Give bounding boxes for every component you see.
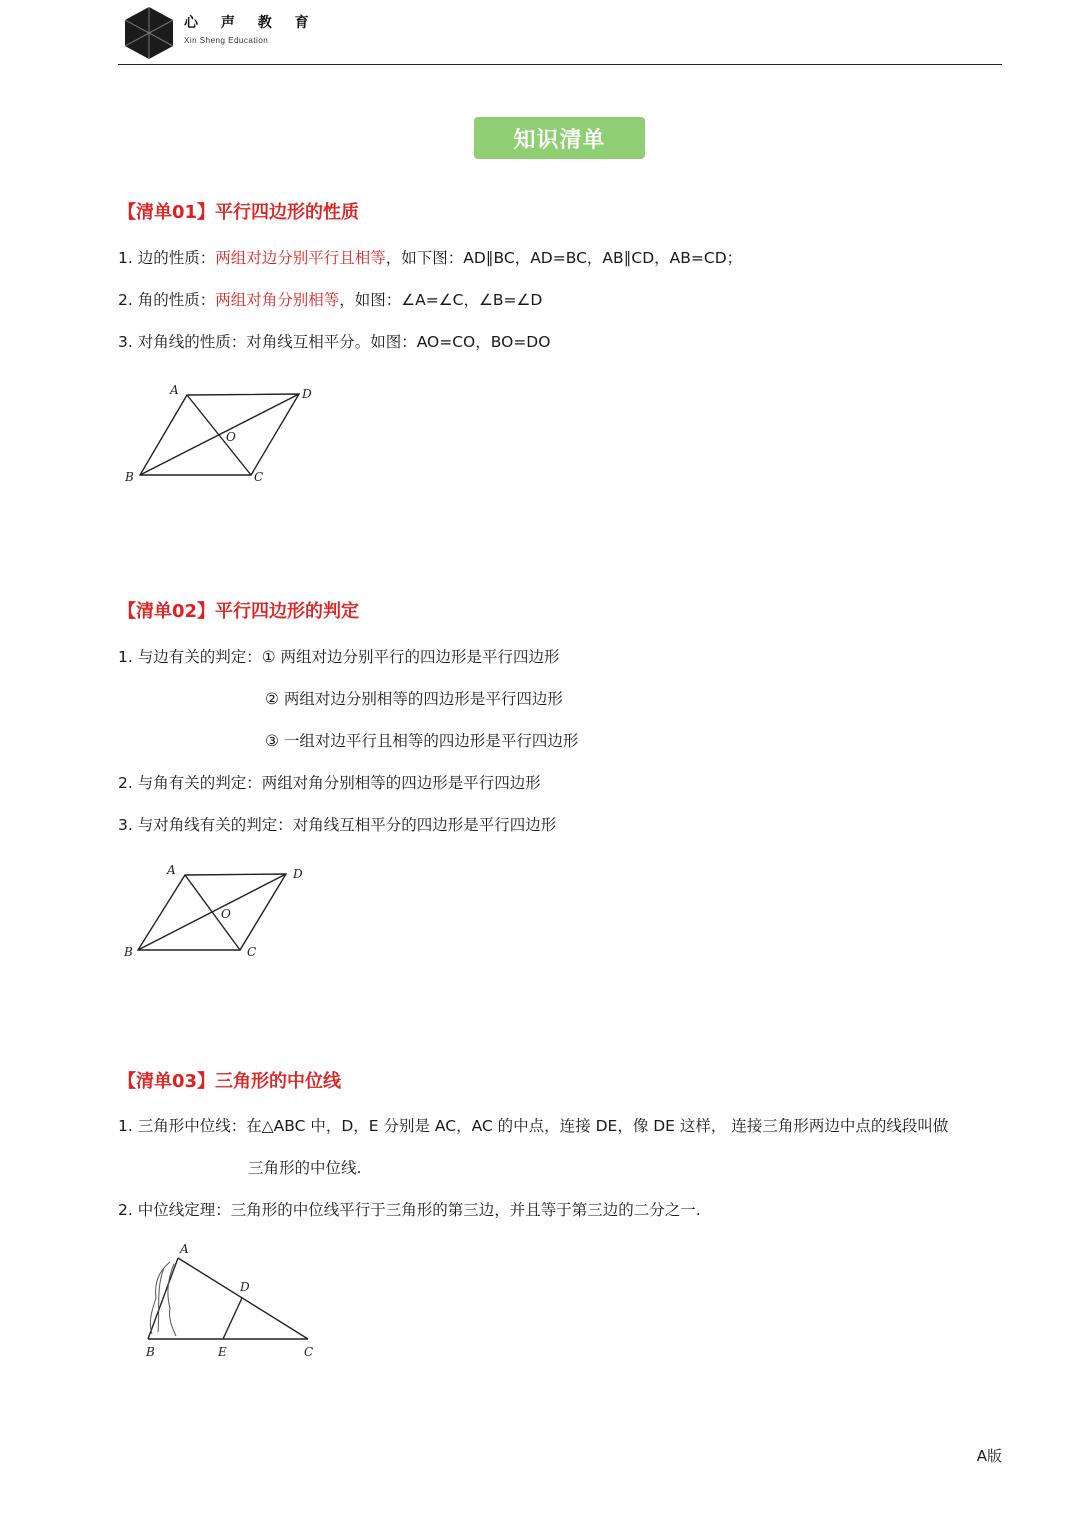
section-title: 【清单02】平行四边形的判定 <box>118 601 360 622</box>
vertex-label: D <box>240 1280 250 1294</box>
vertex-label: D <box>293 867 303 881</box>
midline-de <box>223 1298 242 1339</box>
page-footer-label: A版 <box>976 1447 1002 1465</box>
triangle-midline-figure <box>130 1238 330 1368</box>
side-ac <box>178 1258 308 1339</box>
section-banner: 知识清单 <box>474 117 645 159</box>
highlight-text: 两组对角分别相等 <box>215 291 340 309</box>
page-header <box>118 0 1002 65</box>
text-line <box>118 288 542 310</box>
text-line: ② 两组对边分别相等的四边形是平行四边形 <box>265 690 563 708</box>
text-suffix: ，如图：∠A=∠C，∠B=∠D <box>339 291 543 309</box>
vertex-label: O <box>221 907 231 921</box>
text-suffix: ，如下图：AD∥BC，AD=BC，AB∥CD，AB=CD； <box>385 249 743 267</box>
text-line: 1. 三角形中位线：在△ABC 中，D，E 分别是 AC，AC 的中点，连接 DE，像 DE 这样， 连接三角形两边中点的线段叫做 <box>118 1117 949 1135</box>
vertex-label: A <box>167 863 176 877</box>
text-line: 3. 与对角线有关的判定：对角线互相平分的四边形是平行四边形 <box>118 816 557 834</box>
vertex-label: B <box>125 470 134 484</box>
vertex-label: B <box>124 945 133 959</box>
vertex-label: C <box>247 945 257 959</box>
vertex-label: A <box>180 1242 189 1256</box>
vertex-label: C <box>304 1345 314 1359</box>
vertex-label: C <box>254 470 264 484</box>
text-line: 三角形的中位线. <box>248 1159 362 1177</box>
text-line: 3. 对角线的性质：对角线互相平分。如图：AO=CO，BO=DO <box>118 333 551 351</box>
vertex-label: B <box>146 1345 155 1359</box>
parallelogram-figure <box>118 380 328 490</box>
text-line <box>118 246 742 268</box>
brand-name: 心 声 教 育 <box>184 15 318 31</box>
text-prefix: 1. 边的性质： <box>118 249 216 267</box>
hexagon-logo-icon <box>122 5 176 61</box>
vertex-label: A <box>170 383 179 397</box>
text-prefix: 2. 角的性质： <box>118 291 216 309</box>
vertex-label: D <box>302 387 312 401</box>
section-title: 【清单01】平行四边形的性质 <box>118 202 360 223</box>
brand-name-english: Xin Sheng Education <box>184 36 269 45</box>
vertex-label: O <box>226 430 236 444</box>
vertex-label: E <box>218 1345 227 1359</box>
text-line: 2. 与角有关的判定：两组对角分别相等的四边形是平行四边形 <box>118 774 541 792</box>
parallelogram-figure <box>118 860 328 970</box>
section-title: 【清单03】三角形的中位线 <box>118 1071 342 1092</box>
text-line: 2. 中位线定理：三角形的中位线平行于三角形的第三边，并且等于第三边的二分之一. <box>118 1201 701 1219</box>
text-line: 1. 与边有关的判定：① 两组对边分别平行的四边形是平行四边形 <box>118 648 560 666</box>
text-line: ③ 一组对边平行且相等的四边形是平行四边形 <box>265 732 579 750</box>
highlight-text: 两组对边分别平行且相等 <box>215 249 386 267</box>
